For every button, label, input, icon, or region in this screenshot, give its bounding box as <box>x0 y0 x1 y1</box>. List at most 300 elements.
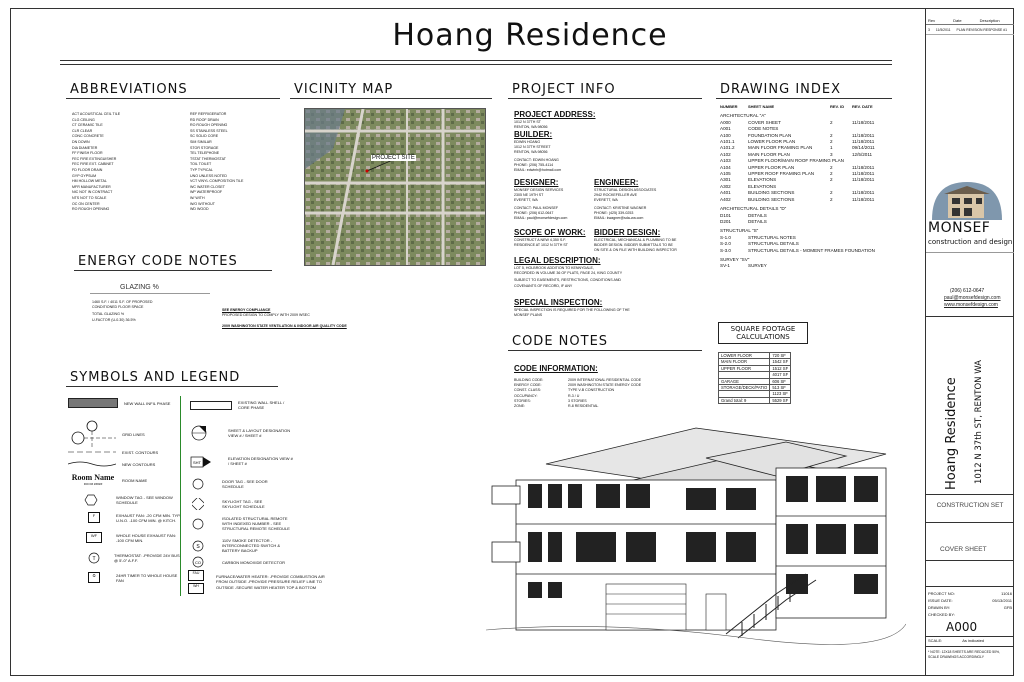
drawing-index-cell: A001 <box>720 126 731 132</box>
drawing-index-cell: 2 <box>830 196 833 202</box>
scale-value: As indicated <box>962 638 985 643</box>
drawing-index-cell: 2 <box>830 119 833 125</box>
scale-label: SCALE: <box>928 638 943 643</box>
abbr-item: CLG CEILING <box>72 117 95 122</box>
drawing-index-cell <box>830 248 852 254</box>
drawing-index-cell <box>830 263 852 269</box>
rev-header: Date <box>953 18 962 23</box>
title-block-rule <box>926 646 1014 647</box>
drawing-index-cell: 11/18/2011 <box>852 139 875 145</box>
drawing-index-cell: 11/18/2011 <box>852 132 875 138</box>
sqft-cell: 606 SF <box>770 378 791 384</box>
abbr-item: SIM SIMILAR <box>190 139 212 144</box>
legend-label: EXHAUST FAN: -20 CFM MIN. TYP. U.N.O. -100 CFM MIN. @ KITCH. <box>116 512 181 523</box>
legend-sheet-designation <box>190 424 294 442</box>
abbr-item: WD WOOD <box>190 207 209 212</box>
sqft-table <box>718 352 791 404</box>
scope-heading: SCOPE OF WORK: <box>514 228 586 237</box>
drawing-index-heading: DRAWING INDEX <box>720 82 842 97</box>
field-row <box>928 597 1012 604</box>
elevation-marker-icon <box>190 452 214 470</box>
title-rule-2 <box>60 64 892 65</box>
company-website[interactable]: www.monsefdesign.com <box>944 302 998 308</box>
abbreviations-col-1 <box>72 112 120 213</box>
drawing-index-cell: COVER SHEET <box>748 119 781 125</box>
page-title: Hoang Residence <box>392 18 668 53</box>
abbr-item: SC SOLID CORE <box>190 134 219 139</box>
sqft-cell: 720 SF <box>770 353 791 359</box>
bidder-line: ELECTRICAL, MECHANICAL & PLUMBING TO BE <box>594 238 677 242</box>
code-value: TYPE V-B CONSTRUCTION <box>568 388 615 393</box>
code-information-table <box>514 378 641 409</box>
abbr-item: NIC NOT IN CONTRACT <box>72 190 113 195</box>
legend-label: DOOR TAG - SEE DOOR SCHEDULE <box>222 479 268 489</box>
water-heater-icon: WH <box>188 583 204 594</box>
drawing-index-cell: A101.2 <box>720 145 735 151</box>
code-notes-heading: CODE NOTES <box>512 334 609 349</box>
legend-grid-lines <box>68 420 145 448</box>
title-block-rule <box>926 522 1014 523</box>
builder-line: EMAIL: edwinh@hotmail.com <box>514 168 562 173</box>
drawing-index-cell: S-3.0 <box>720 247 731 253</box>
drawing-index-cell: 2 <box>830 190 833 196</box>
title-block-rule <box>926 560 1014 561</box>
builder-heading: BUILDER: <box>514 130 553 139</box>
field-row <box>928 590 1012 597</box>
drawing-index-body <box>720 113 892 269</box>
company-email[interactable]: paul@monsefdesign.com <box>944 295 1001 301</box>
drawing-index-table <box>720 104 892 270</box>
door-tag-icon <box>192 478 204 490</box>
aerial-map <box>305 109 485 265</box>
code-key: BUILDING CODE: <box>514 378 544 382</box>
abbr-item: HM HOLLOW METAL <box>72 179 107 184</box>
code-key: STORIES: <box>514 398 531 403</box>
builder-line: CONTACT: EDWIN HOANG <box>514 157 559 162</box>
abbr-item: CLR CLEAR <box>72 128 93 133</box>
col-header: REV. ID <box>830 104 845 109</box>
drawing-index-cell: 11/18/2011 <box>852 119 875 125</box>
code-notes-rule <box>508 350 702 351</box>
legend-door-tag <box>192 478 276 490</box>
new-contour-icon <box>68 460 116 468</box>
legend-label: NEW WALL INFIL PHASE <box>124 400 171 406</box>
abbr-item: FF FINISH FLOOR <box>72 151 103 156</box>
legend-label: CARBON MONOXIDE DETECTOR <box>222 559 286 565</box>
glazing-line: U-FACTOR (U-0.30) 36.5% <box>92 317 136 322</box>
svg-text:S: S <box>196 543 200 550</box>
abbr-item: RO ROUGH OPENING <box>72 207 110 212</box>
legend-label: THERMOSTAT: -PROVIDE 24V BUS @ 5'-0" A.F.F. <box>114 553 180 563</box>
company-phone: (206) 612-0647 <box>950 288 985 294</box>
abbr-item: OC ON CENTER <box>72 201 100 206</box>
abbr-item: DN DOWN <box>72 139 90 144</box>
code-value: 2009 INTERNATIONAL RESIDENTIAL CODE <box>568 378 642 382</box>
builder-line: EDWIN HOANG <box>514 140 541 144</box>
grid-line-icon <box>68 420 116 448</box>
code-row <box>514 404 641 409</box>
designer-line: CONTACT: PAUL MONSEF <box>514 205 559 210</box>
legend-label: 24HR TIMER TO WHOLE HOUSE FAN <box>116 572 178 583</box>
drawing-index-rule <box>716 98 892 99</box>
rev-header: Rev <box>928 18 936 23</box>
energy-note: 2009 WASHINGTON STATE VENTILATION & INDOOR AIR QUALITY CODE <box>222 324 347 329</box>
address-line: 1012 N 37TH ST <box>514 120 541 124</box>
drawing-index-header <box>720 104 892 110</box>
field-value: 11016 <box>1001 591 1012 596</box>
field-label: CHECKED BY: <box>928 612 955 617</box>
company-rule <box>926 252 1014 253</box>
furnace-icons <box>188 570 204 594</box>
special-line: SPECIAL INSPECTION IS REQUIRED FOR THE FOLLOWING OF THE <box>514 308 630 312</box>
drawing-index-cell: 1 <box>830 145 833 151</box>
sqft-cell: LOWER FLOOR <box>719 353 770 359</box>
sqft-cell: 4017 SF <box>770 372 791 378</box>
energy-note: SEE ENERGY COMPLIANCE <box>222 308 271 312</box>
abbr-item: CONC CONCRETE <box>72 134 104 139</box>
legend-smoke-detector <box>192 538 296 553</box>
project-address-heading: PROJECT ADDRESS: <box>514 110 596 119</box>
rev-rule <box>926 34 1014 35</box>
legend-label: FURNACE/WATER HEATER: -PROVIDE COMBUSTION AIR FROM OUTSIDE -PROVIDE PRESSURE RELIEF LINE TO OUTSIDE -SECURE WATER HEATER TOP & BOTTOM <box>216 573 325 590</box>
drawing-index-cell: S-1.0 <box>720 234 731 240</box>
abbr-item: CT CERAMIC TILE <box>72 123 103 128</box>
drawing-index-cell: 09/14/2011 <box>852 145 875 151</box>
engineer-line: EVERETT, WA <box>594 198 618 203</box>
reduction-note: * NOTE: 12X18 SHEETS ARE REDUCED 50%, SCALE DRAWINGS ACCORDINGLY <box>928 650 1000 659</box>
drawing-index-cell: D101 <box>720 212 731 218</box>
legend-timer <box>88 572 178 583</box>
house-rendering <box>486 424 906 660</box>
engineer-line: STRUCTURAL DESIGN ASSOCIATES <box>594 188 657 192</box>
drawing-index-row <box>720 219 892 225</box>
legend-label: SKYLIGHT TAG - SEE SKYLIGHT SCHEDULE <box>222 499 265 509</box>
legend-new-wall <box>68 398 170 408</box>
legal-info <box>514 266 622 289</box>
project-address-label: 1012 N 37th ST, RENTON WA <box>974 360 984 484</box>
project-address-vertical <box>974 330 992 490</box>
abbr-item: RO ROUGH OPENING <box>190 123 228 128</box>
skylight-tag-icon <box>192 498 204 510</box>
drawing-index-row <box>720 248 892 254</box>
new-wall-swatch <box>68 398 118 408</box>
company-logo-image <box>930 180 1004 220</box>
svg-text:T: T <box>92 556 96 562</box>
abbr-item: FEC FIRE EXT. CABINET <box>72 162 114 167</box>
designer-line: PHONE: (206) 612-0647 <box>514 210 554 215</box>
vicinity-rule <box>290 98 492 99</box>
engineer-info <box>594 188 656 221</box>
symbols-legend-heading: SYMBOLS AND LEGEND <box>70 370 241 385</box>
sheet-name: COVER SHEET <box>940 546 987 553</box>
glazing-line: TOTAL GLAZING % <box>92 312 125 317</box>
field-row <box>928 604 1012 611</box>
drawing-index-cell: 2 <box>830 177 833 183</box>
title-block-rule <box>926 586 1014 587</box>
drawing-index-cell: 11/18/2011 <box>852 177 875 183</box>
drawing-index-cell: A302 <box>720 183 731 189</box>
company-name: MONSEF <box>928 220 991 236</box>
drawing-index-cell: A104 <box>720 164 731 170</box>
drawing-index-cell: A105 <box>720 171 731 177</box>
sqft-cell: STORAGE/DECK/PATIO <box>719 385 770 391</box>
drawing-index-cell: A401 <box>720 190 731 196</box>
legend-thermostat <box>88 552 180 564</box>
legend-label: ISOLATED STRUCTURAL REMOTE WITH INDEXED NUMBER - SEE STRUCTURAL REMOTE SCHEDULE <box>222 516 290 531</box>
abbreviations-rule <box>66 98 280 99</box>
drawing-index-group: ARCHITECTURAL DETAILS "D" <box>720 206 787 212</box>
drawing-index-group: SURVEY "SV" <box>720 256 750 262</box>
special-inspection-heading: SPECIAL INSPECTION: <box>514 298 603 307</box>
drawing-index-cell: A000 <box>720 119 731 125</box>
col-header: NUMBER <box>720 104 738 109</box>
sqft-cell: 513 SF <box>770 385 791 391</box>
abbr-item: STOR STORAGE <box>190 145 219 150</box>
engineer-line: 2942 ROCKEFELLER AVE <box>594 193 638 198</box>
energy-note: PROPOSED DESIGN TO COMPLY WITH 2009 WSEC <box>222 313 310 318</box>
abbr-item: REF REFRIGERATOR <box>190 112 227 116</box>
legend-label: ROOM NAME <box>122 477 148 483</box>
project-site-label: PROJECT SITE <box>372 155 415 161</box>
designer-info <box>514 188 567 221</box>
abbr-item: MFR MANUFACTURER <box>72 184 111 189</box>
project-info-rule <box>508 98 702 99</box>
drawing-index-row <box>720 263 892 269</box>
drawing-index-cell: FOUNDATION PLAN <box>748 132 792 138</box>
sqft-cell: 5529 SF <box>770 397 791 403</box>
designer-heading: DESIGNER: <box>514 178 559 187</box>
whole-house-fan-icon: WF <box>86 532 102 543</box>
special-line: MONSEF PLANS <box>514 313 543 318</box>
rev-cell: PLAN REVISION RESPONSE #1 <box>956 28 1007 32</box>
title-rule <box>60 60 892 61</box>
co-detector-icon <box>192 556 204 568</box>
drawing-index-cell: A101.1 <box>720 139 735 145</box>
abbr-item: VCT VINYL COMPOSITION TILE <box>190 179 244 184</box>
abbr-item: TEL TELEPHONE <box>190 151 220 156</box>
glazing-heading: GLAZING % <box>120 284 159 291</box>
sheet-number: A000 <box>946 620 978 634</box>
field-label: DRAWN BY: <box>928 605 951 610</box>
special-inspection-info <box>514 308 630 318</box>
drawing-index-cell: UPPER FLOOR/MAIN ROOF FRAMING PLAN <box>748 158 844 164</box>
existing-wall-swatch <box>190 401 232 410</box>
legend-window-tag <box>84 494 182 506</box>
title-block-rule <box>926 494 1014 495</box>
legend-co-detector <box>192 556 285 568</box>
legend-existing-wall <box>190 400 286 410</box>
legend-label: SHEET & LAYOUT DESIGNATION VIEW # / SHEET # <box>228 428 291 438</box>
legal-line: SUBJECT TO EASEMENTS, RESTRICTIONS, CONDITIONS AND <box>514 278 622 283</box>
drawing-index-cell: 11/18/2011 <box>852 171 875 177</box>
code-information-heading: CODE INFORMATION: <box>514 364 598 373</box>
timer-icon: ⏲ <box>88 572 100 583</box>
glazing-line: CONDITIONED FLOOR SPACE <box>92 305 144 310</box>
energy-code-notes-heading: ENERGY CODE NOTES <box>78 254 238 269</box>
code-key: OCCUPANCY: <box>514 393 538 398</box>
designer-line: 2305 NE 19TH ST <box>514 193 544 198</box>
field-value: 05/13/2011 <box>992 598 1012 603</box>
legend-label: EXISTING WALL SHELL / CORE PHASE <box>238 400 285 410</box>
engineer-line: PHONE: (425) 339-0253 <box>594 210 634 215</box>
drawing-index-cell: STRUCTURAL DETAILS - MOMENT FRAMES FOUNDATION <box>748 247 875 253</box>
drawing-index-cell: 11/18/2011 <box>852 164 875 170</box>
revision-headers <box>928 18 1000 23</box>
abbr-item: TOIL TOILET <box>190 162 212 167</box>
abbreviations-heading: ABBREVIATIONS <box>70 82 188 97</box>
legend-label: EXIST. CONTOURS <box>122 449 159 455</box>
sqft-cell: MAIN FLOOR <box>719 359 770 365</box>
legend-exhaust-fan <box>88 512 190 523</box>
engineer-heading: ENGINEER: <box>594 178 639 187</box>
legend-divider <box>180 396 181 596</box>
legend-exist-contours <box>68 448 158 456</box>
drawing-index-cell: A102 <box>720 151 731 157</box>
abbr-item: RD ROOF DRAIN <box>190 117 219 122</box>
project-info-heading: PROJECT INFO <box>512 82 616 97</box>
abbr-item: WP WATERPROOF <box>190 190 223 195</box>
legend-furnace <box>188 570 326 594</box>
bidder-line: BIDDER DESIGN. BIDDER SUBMITTALS TO BE <box>594 243 673 248</box>
builder-info <box>514 140 561 173</box>
energy-rule <box>74 270 272 271</box>
rev-rule <box>926 24 1014 25</box>
builder-line: RENTON, WA 98056 <box>514 150 548 155</box>
title-block-rule <box>926 636 1014 637</box>
designer-line: EVERETT, WA <box>514 198 538 203</box>
project-name: Hoang Residence <box>944 377 959 490</box>
project-address <box>514 120 548 130</box>
drawing-index-group: ARCHITECTURAL "A" <box>720 113 766 119</box>
drawing-index-cell: D201 <box>720 218 731 224</box>
code-key: ENERGY CODE: <box>514 383 542 388</box>
drawing-index-cell: BUILDING SECTIONS <box>748 190 795 196</box>
abbr-item: GYP GYPSUM <box>72 173 97 178</box>
legend-label: NEW CONTOURS <box>122 461 156 467</box>
designer-line: MONSEF DESIGN SERVICES <box>514 188 564 192</box>
abbr-item: FEC FIRE EXTINGUISHER <box>72 156 117 161</box>
drawing-index-cell: A100 <box>720 132 731 138</box>
drawing-index-cell: 2 <box>830 139 833 145</box>
abbr-item: ACT ACOUSTICAL CEIL TILE <box>72 112 121 116</box>
abbr-item: SS STAINLESS STEEL <box>190 128 228 133</box>
engineer-line: CONTACT: KRISTINE WAGNER <box>594 205 647 210</box>
drawing-index-group: STRUCTURAL "S" <box>720 228 759 234</box>
legend-label: WINDOW TAG - SEE WINDOW SCHEDULE <box>116 495 173 505</box>
legal-line: LOT 5, HOLBROOK ADDITION TO KENNYDALE, <box>514 266 594 270</box>
symbols-rule <box>66 386 278 387</box>
scale-row <box>928 638 984 643</box>
thermostat-icon <box>88 552 100 564</box>
drawing-index-cell: UPPER ROOF FRAMING PLAN <box>748 171 815 177</box>
rev-header: Description <box>979 18 1000 23</box>
legal-line: COVENANTS OF RECORD, IF ANY <box>514 283 573 288</box>
abbr-item: TSTAT THERMOSTAT <box>190 156 226 161</box>
abbr-item: FD FLOOR DRAIN <box>72 167 103 172</box>
rev-cell: 3 <box>928 28 930 32</box>
sqft-cell: UPPER FLOOR <box>719 365 770 371</box>
field-label: PROJECT NO: <box>928 591 955 596</box>
drawing-index-cell: SURVEY <box>748 263 767 269</box>
col-header: SHEET NAME <box>748 104 775 109</box>
title-block-rule <box>926 316 1014 317</box>
drawing-index-cell: 12/5/2011 <box>852 151 873 157</box>
drawing-index-cell: 2 <box>830 164 833 170</box>
code-key: ZONE: <box>514 404 525 409</box>
drawing-index-cell: 11/18/2011 <box>852 190 875 196</box>
sqft-cell: GARAGE <box>719 378 770 384</box>
legend-whole-house-fan <box>86 532 176 543</box>
address-line: RENTON, WA 98056 <box>514 125 548 130</box>
glazing-rule <box>90 293 210 294</box>
bidder-info <box>594 238 677 254</box>
drawing-index-cell: MAIN FLOOR FRAMING PLAN <box>748 145 813 151</box>
abbr-item: W/ WITH <box>190 195 205 200</box>
code-value: R-8 RESIDENTIAL <box>568 404 599 409</box>
vicinity-map-image <box>304 108 486 266</box>
drawing-index-cell: STRUCTURAL DETAILS <box>748 241 799 247</box>
sqft-cell: 1542 SF <box>770 359 791 365</box>
sqft-cell: 1123 SF <box>770 391 791 397</box>
sqft-cell: 1512 SF <box>770 365 791 371</box>
drawing-index-cell: 2 <box>830 171 833 177</box>
structural-remote-icon <box>192 518 204 530</box>
sqft-row <box>719 385 791 391</box>
abbr-item: WC WATER CLOSET <box>190 184 225 189</box>
designer-line: EMAIL: paul@monsefdesign.com <box>514 216 568 221</box>
drawing-index-cell: S-2.0 <box>720 241 731 247</box>
code-value: R-3 / U <box>568 393 580 398</box>
drawing-index-cell <box>830 219 852 225</box>
svg-text:CO: CO <box>195 560 201 565</box>
energy-compliance-notes <box>222 308 347 330</box>
vicinity-map-heading: VICINITY MAP <box>294 82 394 97</box>
drawing-index-cell: DETAILS <box>748 212 767 218</box>
code-key: CONST. CLASS: <box>514 388 541 393</box>
room-name-tag: Room Name ROOM ##### <box>71 473 115 486</box>
legal-heading: LEGAL DESCRIPTION: <box>514 256 601 265</box>
code-value: 2009 WASHINGTON STATE ENERGY CODE <box>568 383 642 388</box>
drawing-index-cell: DETAILS <box>748 218 767 224</box>
sqft-title: SQUARE FOOTAGE CALCULATIONS <box>718 322 808 344</box>
drawing-index-cell: CODE NOTES <box>748 126 779 132</box>
project-fields <box>928 590 1012 618</box>
sqft-row <box>719 397 791 403</box>
code-value: 3 STORIES <box>568 398 587 403</box>
furnace-icon: FAU <box>188 570 204 581</box>
col-header: REV. DATE <box>852 104 873 109</box>
svg-text:SHT: SHT <box>193 460 201 465</box>
exhaust-fan-icon: F <box>88 512 100 523</box>
revision-row <box>928 28 1007 32</box>
legend-label: 110V SMOKE DETECTOR - INTERCONNECTED SWITCH & BATTERY BACKUP <box>222 538 280 553</box>
legend-label: WHOLE HOUSE EXHAUST FAN: -100 CFM MIN. <box>116 532 176 543</box>
drawing-index-cell: A103 <box>720 158 731 164</box>
smoke-detector-icon <box>192 540 204 552</box>
drawing-index-cell: SV-1 <box>720 263 730 269</box>
abbr-item: UNO UNLESS NOTED <box>190 173 227 178</box>
legend-label: ELEVATION DESIGNATION VIEW # / SHEET # <box>228 456 293 466</box>
drawing-index-cell: BUILDING SECTIONS <box>748 196 795 202</box>
section-marker-icon <box>190 424 208 442</box>
abbr-item: NTS NOT TO SCALE <box>72 195 107 200</box>
glazing-line: 1460 S.F. / 4011 S.F. OF PROPOSED <box>92 300 153 304</box>
builder-line: 1012 N 37TH STREET <box>514 145 551 150</box>
glazing-notes <box>92 300 152 323</box>
drawing-index-cell: UPPER FLOOR PLAN <box>748 164 795 170</box>
window-tag-icon <box>84 494 98 506</box>
legend-new-contours <box>68 460 155 468</box>
